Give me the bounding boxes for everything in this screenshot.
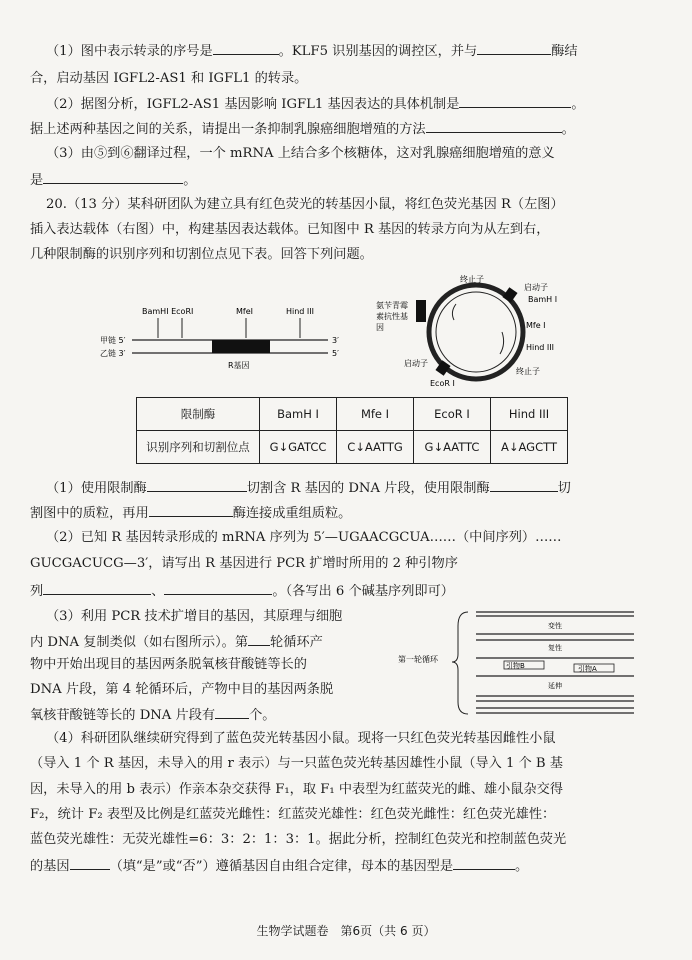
- plasmid-inner-ring: [436, 292, 516, 372]
- resistance-gene-block: [416, 300, 426, 322]
- promoter-right-label: 启动子: [524, 283, 548, 292]
- strand-a-label: 甲链 5′: [100, 336, 126, 345]
- resistance-label-3: 因: [376, 323, 384, 332]
- strand-a-end: 3′: [332, 336, 339, 345]
- q19-part3-line2: 是 。: [30, 170, 630, 190]
- strand-b-end: 5′: [332, 349, 339, 358]
- primer-a-label: 引物A: [578, 665, 597, 673]
- pcr-diagram: [396, 606, 646, 722]
- q20-part3-line3: 物中开始出现目的基因两条脱氧核苷酸链等长的: [30, 657, 307, 672]
- step-label-anneal: 复性: [548, 644, 562, 652]
- answer-blank[interactable]: [70, 856, 110, 870]
- q20-part4-line3: 因，未导入的用 b 表示）作亲本杂交获得 F₁，取 F₁ 中表型为红蓝荧光的雌、雄小鼠杂交得: [30, 782, 564, 797]
- q20-intro-line1: 20.（13 分）某科研团队为建立具有红色荧光的转基因小鼠，将红色荧光基因 R（左图）: [46, 197, 564, 212]
- arrow-right: [500, 332, 504, 354]
- q20-part4-line6: 的基因 （填“是”或“否”）遵循基因自由组合定律，母本的基因型是 。: [30, 856, 630, 876]
- q20-part3-line4: DNA 片段，第 4 轮循环后，产物中目的基因两条脱: [30, 682, 334, 697]
- table-cell: A↓AGCTT: [491, 431, 568, 464]
- table-cell: G↓GATCC: [260, 431, 337, 464]
- answer-blank[interactable]: [43, 581, 151, 595]
- answer-blank[interactable]: [43, 170, 183, 184]
- q20-part2-line1: （2）已知 R 基因转录形成的 mRNA 序列为 5′—UGAACGCUA……（中间序列）……: [46, 530, 562, 545]
- table-header-cell: Hind III: [491, 398, 568, 431]
- q20-part1-line1: （1）使用限制酶 切割含 R 基因的 DNA 片段，使用限制酶 切: [46, 478, 646, 498]
- q20-part2-line2: GUCGACUCG—3′，请写出 R 基因进行 PCR 扩增时所用的 2 种引物序: [30, 556, 458, 571]
- site-label-hindiii: Hind III: [286, 307, 315, 316]
- q19-part1-line1: （1）图中表示转录的序号是 。KLF5 识别基因的调控区，并与 酶结: [46, 41, 646, 61]
- arrow-left: [452, 304, 456, 320]
- table-header-cell: Mfe I: [337, 398, 414, 431]
- round-label: 第一轮循环: [398, 655, 438, 664]
- table-header-cell: EcoR I: [414, 398, 491, 431]
- answer-blank[interactable]: [477, 41, 551, 55]
- promoter-top-block: [502, 287, 517, 303]
- answer-blank[interactable]: [426, 119, 562, 133]
- q20-intro-line2: 插入表达载体（右图）中，构建基因表达载体。已知图中 R 基因的转录方向为从左到右，: [30, 222, 550, 237]
- strand-b-label: 乙链 3′: [100, 349, 126, 358]
- q20-part4-line2: （导入 1 个 R 基因，未导入的用 r 表示）与一只蓝色荧光转基因雄性小鼠（导入 1 个 B 基: [30, 756, 563, 771]
- enzyme-table-header-row: [137, 398, 568, 431]
- bamhi-label: BamH I: [528, 295, 558, 304]
- answer-blank[interactable]: [149, 503, 233, 517]
- q20-part3-line2: 内 DNA 复制类似（如右图所示）。第 轮循环产: [30, 632, 630, 652]
- q19-part1-line2: 合，启动基因 IGFL2-AS1 和 IGFL1 的转录。: [30, 71, 308, 86]
- ecori-label: EcoR I: [430, 379, 455, 388]
- q20-part3-line5: 氧核苷酸链等长的 DNA 片段有 个。: [30, 705, 630, 725]
- answer-blank[interactable]: [459, 94, 571, 108]
- table-header-cell: 限制酶: [137, 398, 260, 431]
- answer-blank[interactable]: [453, 856, 515, 870]
- resistance-label-2: 素抗性基: [376, 312, 408, 321]
- q19-part2-line1: （2）据图分析，IGFL2-AS1 基因影响 IGFL1 基因表达的具体机制是 。: [46, 94, 646, 114]
- q20-part3-line1: （3）利用 PCR 技术扩增目的基因，其原理与细胞: [46, 609, 343, 624]
- q20-part2-line3: 列 、 。（各写出 6 个碱基序列即可）: [30, 581, 630, 601]
- r-gene-block: [212, 340, 270, 353]
- table-cell: C↓AATTG: [337, 431, 414, 464]
- q19-part3-line1: （3）由⑤到⑥翻译过程，一个 mRNA 上结合多个核糖体，这对乳腺癌细胞增殖的意义: [46, 146, 555, 161]
- resistance-label-1: 青霉: [392, 301, 408, 310]
- answer-blank[interactable]: [164, 581, 272, 595]
- primer-b-label: 引物B: [506, 662, 525, 670]
- q20-part4-line4: F₂，统计 F₂ 表型及比例是红蓝荧光雌性：红蓝荧光雄性：红色荧光雌性：红色荧光雄性：: [30, 807, 556, 822]
- step-label-extend: 延伸: [548, 682, 562, 690]
- round-brace: [452, 612, 468, 714]
- resistance-label-0: 氨苄: [376, 301, 392, 310]
- mfei-label: Mfe I: [526, 321, 546, 330]
- site-label-bamhi-ecori: BamHI EcoRI: [142, 307, 194, 316]
- answer-blank[interactable]: [490, 478, 558, 492]
- table-cell: 识别序列和切割位点: [137, 431, 260, 464]
- q20-part1-line2: 割图中的质粒，再用 酶连接成重组质粒。: [30, 503, 630, 523]
- gene-r-diagram: [100, 300, 360, 380]
- q20-part4-line5: 蓝色荧光雄性：无荧光雄性=6：3：2：1：3：1。据此分析，控制红色荧光和控制蓝色荧光: [30, 832, 567, 847]
- q20-part4-line1: （4）科研团队继续研究得到了蓝色荧光转基因小鼠。现将一只红色荧光转基因雌性小鼠: [46, 731, 556, 746]
- answer-blank[interactable]: [147, 478, 247, 492]
- table-header-cell: BamH I: [260, 398, 337, 431]
- q20-intro-line3: 几种限制酶的识别序列和切割位点见下表。回答下列问题。: [30, 247, 373, 262]
- answer-blank[interactable]: [213, 41, 279, 55]
- enzyme-table: [136, 397, 568, 464]
- answer-blank[interactable]: [248, 632, 270, 646]
- answer-blank[interactable]: [215, 705, 249, 719]
- r-gene-label: R基因: [228, 361, 250, 370]
- site-label-mfei: MfeI: [236, 307, 253, 316]
- plasmid-diagram: [376, 274, 596, 394]
- terminator-bottom-label: 终止子: [516, 367, 540, 376]
- page-footer: 生物学试题卷 第6页（共 6 页）: [256, 924, 436, 938]
- q19-part2-line2: 据上述两种基因之间的关系，请提出一条抑制乳腺癌细胞增殖的方法 。: [30, 119, 630, 139]
- promoter-left-label: 启动子: [404, 359, 428, 368]
- table-cell: G↓AATTC: [414, 431, 491, 464]
- terminator-top-label: 终止子: [460, 275, 484, 284]
- step-label-denature: 变性: [548, 622, 562, 630]
- hindiii-label: Hind III: [526, 343, 555, 352]
- enzyme-table-data-row: [137, 431, 568, 464]
